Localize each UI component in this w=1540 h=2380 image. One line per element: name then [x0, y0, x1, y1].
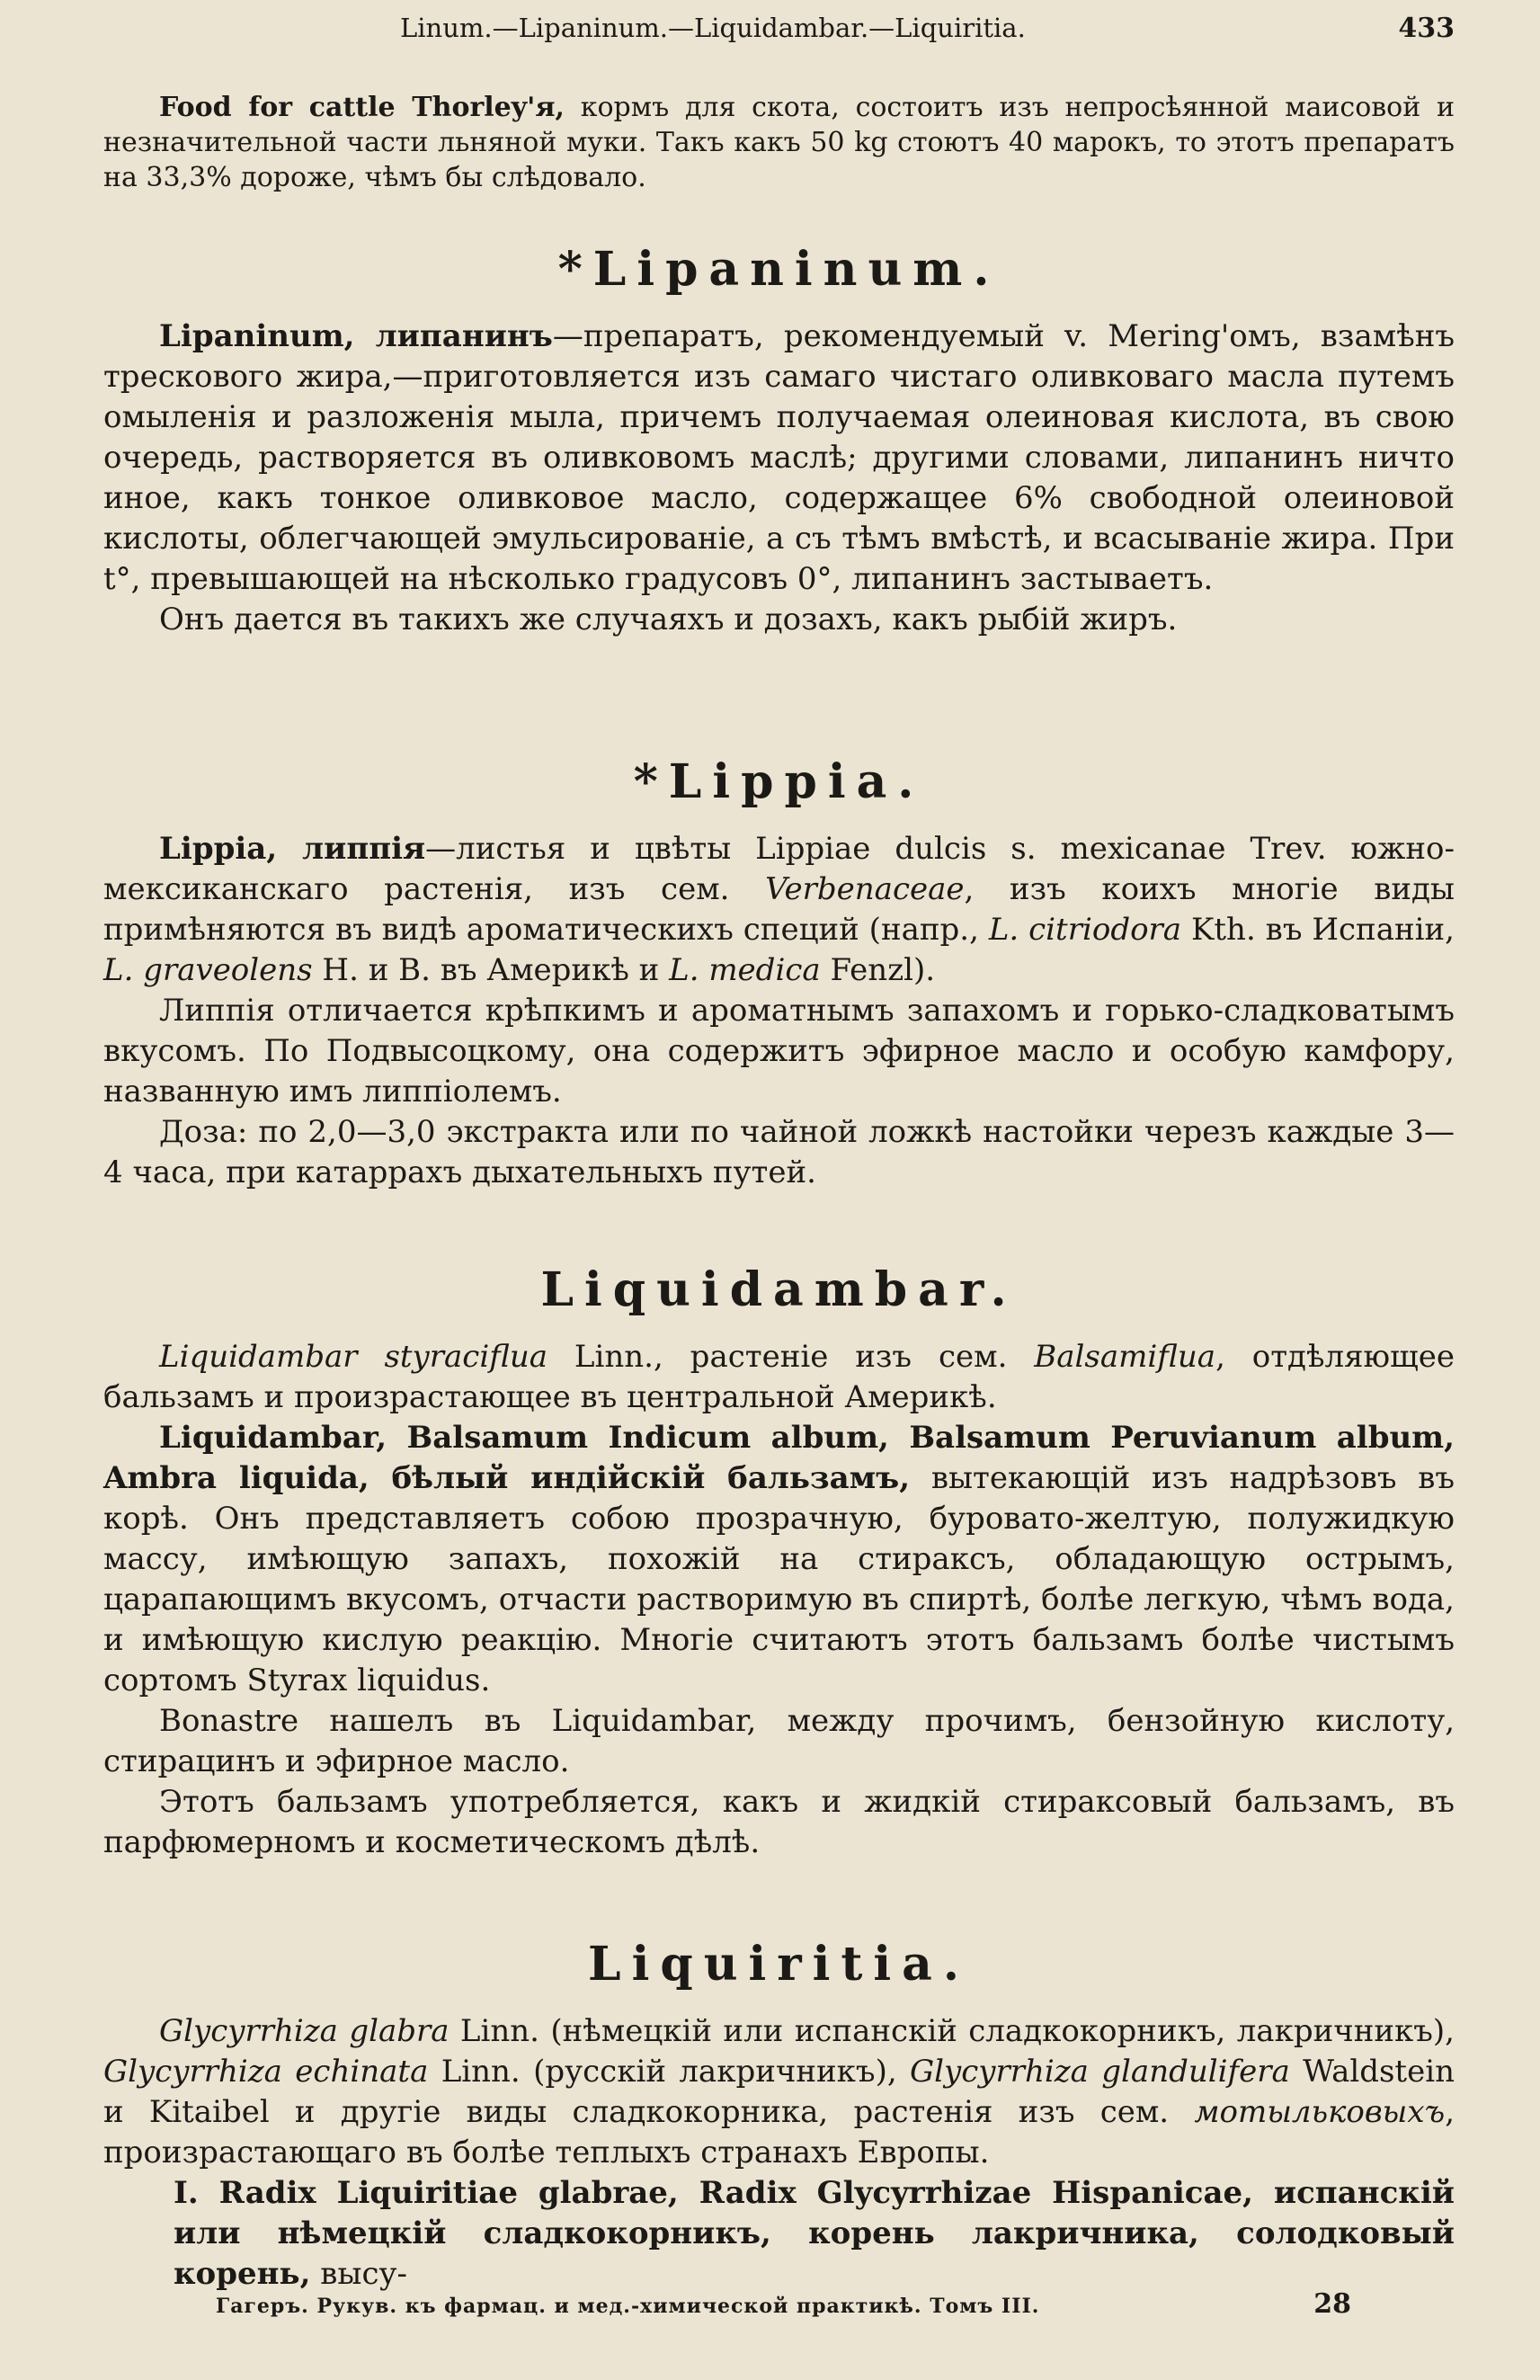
running-head [103, 13, 1455, 44]
liquidambar-text: вытекающій изъ надрѣзовъ въ корѣ. Онъ представляетъ собою прозрачную, буровато-желтую, полужидкую массу, имѣющую запахъ, похожій на стираксъ, обладающую острымъ, царапающимъ вкусомъ, отчасти растворимую въ спиртѣ, болѣе легкую, чѣмъ вода, и имѣющую кислую реакцію. Многіе считаютъ этотъ бальзамъ болѣе чистымъ сортомъ Styrax liquidus. [103, 1460, 1455, 1698]
intro-paragraph [103, 90, 1455, 195]
section-lippia [103, 755, 1455, 1193]
liquidambar-family: Balsamiflua [1034, 1339, 1216, 1375]
lipaninum-text: —препаратъ, рекомендуемый v. Mering'омъ, взамѣнъ трескового жира,—приготовляется изъ самаго чистаго оливковаго масла путемъ омыленія и разложенія мыла, причемъ получаемая олеиновая кислота, въ свою очередь, растворяется въ оливковомъ маслѣ; другими словами, липанинъ ничто иное, какъ тонкое оливковое масло, содержащее 6% свободной олеиновой кислоты, облегчающей эмульсированіе, а съ тѣмъ вмѣстѣ, и всасываніе жира. При t°, превышающей на нѣсколько градусовъ 0°, липанинъ застываетъ. [103, 318, 1455, 597]
liquiritia-text-a: Linn. (нѣмецкій или испанскій сладкокорникъ, лакричникъ), [449, 2013, 1455, 2049]
liquidambar-text-a: Linn., растеніе изъ сем. [547, 1339, 1035, 1375]
liquiritia-paragraph-1 [103, 2011, 1455, 2173]
lippia-species-1: L. citriodora [988, 912, 1182, 948]
lippia-text-e: Fenzl). [820, 952, 936, 988]
liquiritia-text-d: , произрастающаго въ болѣе теплыхъ странахъ Европы. [103, 2094, 1455, 2171]
liquiritia-text-b: Linn. (русскій лакричникъ), [428, 2054, 910, 2090]
running-title: Linum.—Lipaninum.—Liquidambar.—Liquiritia. [400, 13, 1026, 43]
lippia-paragraph-1 [103, 829, 1455, 991]
liquidambar-lead: Liquidambar, Balsamum Indicum album, Balsamum Peruvianum album, Ambra liquida, бѣлый индійскій бальзамъ, [103, 1420, 1455, 1496]
liquiritia-text: высу- [310, 2256, 407, 2292]
section-lipaninum [103, 243, 1455, 640]
lipaninum-paragraph-2: Онъ дается въ такихъ же случаяхъ и дозахъ, какъ рыбій жиръ. [159, 602, 1178, 637]
lippia-paragraph-2: Липпія отличается крѣпкимъ и ароматнымъ запахомъ и горько-сладковатымъ вкусомъ. По Подвысоцкому, она содержитъ эфирное масло и особую камфору, названную имъ липпіолемъ. [103, 993, 1455, 1110]
signature-mark: 28 [1313, 2288, 1351, 2320]
lippia-paragraph-3: Доза: по 2,0—3,0 экстракта или по чайной ложкѣ настойки черезъ каждые 3—4 часа, при катаррахъ дыхательныхъ путей. [103, 1114, 1455, 1190]
liquidambar-paragraph-1 [103, 1337, 1455, 1418]
liquidambar-species: Liquidambar styraciflua [159, 1339, 548, 1375]
lippia-species-3: L. medica [669, 952, 821, 988]
intro-block [103, 90, 1455, 195]
heading-lippia: *Lippia. [633, 754, 925, 809]
lippia-species-2: L. graveolens [103, 952, 313, 988]
liquiritia-species-1: Glycyrrhiza glabra [159, 2013, 450, 2049]
liquiritia-family: мотыльковыхъ [1194, 2094, 1446, 2130]
liquiritia-lead: I. Radix Liquiritiae glabrae, Radix Glycyrrhizae Hispanicae, испанскій или нѣмецкій сладкокорникъ, корень лакричника, солодковый корень, [174, 2175, 1455, 2292]
heading-lipaninum: *Lipaninum. [557, 242, 1001, 297]
lippia-text-b: , изъ коихъ многіе виды примѣняются въ видѣ ароматическихъ специй (напр., [103, 871, 1455, 948]
liquidambar-text-b: , отдѣляющее бальзамъ и произрастающее въ центральной Америкѣ. [103, 1339, 1455, 1415]
page-number: 433 [1398, 13, 1455, 44]
lippia-text-c: Kth. въ Испаніи, [1181, 912, 1455, 948]
liquidambar-paragraph-4: Этотъ бальзамъ употребляется, какъ и жидкій стираксовый бальзамъ, въ парфюмерномъ и косметическомъ дѣлѣ. [103, 1784, 1455, 1860]
intro-text: кормъ для скота, состоитъ изъ непросѣянной маисовой и незначительной части льняной муки. Такъ какъ 50 kg стоютъ 40 марокъ, то этотъ препаратъ на 33,3% дороже, чѣмъ бы слѣдовало. [103, 92, 1455, 193]
section-liquidambar [103, 1263, 1455, 1863]
liquidambar-paragraph-2 [103, 1418, 1455, 1701]
liquidambar-paragraph-3: Bonastre нашелъ въ Liquidambar, между прочимъ, бензойную кислоту, стирацинъ и эфирное масло. [103, 1703, 1455, 1779]
footer-text: Гагеръ. Рукув. къ фармац. и мед.-химической практикѣ. Томъ III. [216, 2295, 1040, 2318]
lippia-family: Verbenaceae [765, 871, 965, 907]
lippia-text-a: —листья и цвѣты Lippiae dulcis s. mexicanae Trev. южно-мексиканскаго растенія, изъ сем. [103, 831, 1455, 907]
lippia-lead: Lippia, липпія [159, 831, 426, 867]
section-liquiritia [103, 1938, 1455, 2295]
liquiritia-text-c: Waldstein и Kitaibel и другіе виды сладкокорника, растенія изъ сем. [103, 2054, 1455, 2130]
lipaninum-paragraph-1 [103, 316, 1455, 600]
heading-liquiritia: Liquiritia. [588, 1937, 970, 1992]
heading-liquidambar: Liquidambar. [540, 1262, 1018, 1317]
liquiritia-paragraph-2 [103, 2173, 1455, 2295]
lippia-text-d: H. и B. въ Америкѣ и [312, 952, 670, 988]
lipaninum-lead: Lipaninum, липанинъ [159, 318, 553, 354]
liquiritia-species-3: Glycyrrhiza glandulifera [909, 2054, 1290, 2090]
intro-lead: Food for cattle Thorley'я, [159, 92, 565, 123]
liquiritia-species-2: Glycyrrhiza echinata [103, 2054, 429, 2090]
footer [216, 2288, 1351, 2320]
